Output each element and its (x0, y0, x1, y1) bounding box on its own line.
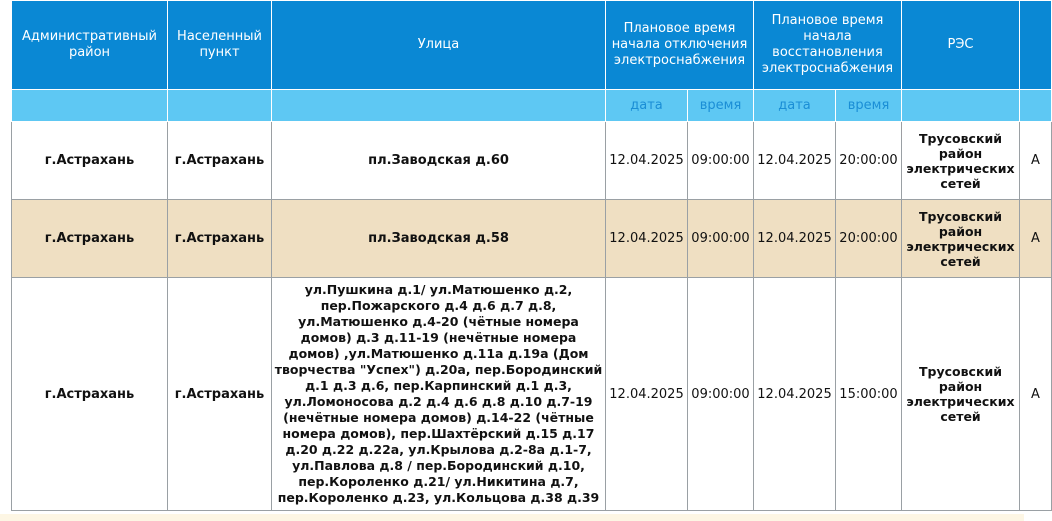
subheader-empty (902, 90, 1020, 122)
cell-street: ул.Пушкина д.1/ ул.Матюшенко д.2, пер.Пожарского д.4 д.6 д.7 д.8, ул.Матюшенко д.4-20 (чётные номера домов) д.3 д.11-19 (нечётные номера домов) ,ул.Матюшенко д.11а д.19а (Дом творчества "Успех") д.20а, пер.Бородинский д.1 д.3 д.6, пер.Карпинский д.1 д.3, ул.Ломоносова д.2 д.4 д.6 д.8 д.10 д.7-19 (нечётные номера домов) д.14-22 (чётные номера домов), пер.Шахтёрский д.15 д.17 д.20 д.22 д.22а, ул.Крылова д.2-8а д.1-7, ул.Павлова д.8 / пер.Бородинский д.10, пер.Короленко д.21/ ул.Никитина д.7, пер.Короленко д.23, ул.Кольцова д.38 д.39 (272, 278, 606, 511)
subheader-off-date: дата (606, 90, 688, 122)
cell-extra: А (1020, 122, 1052, 200)
header-on-time: Плановое время начала восстановления электроснабжения (754, 1, 902, 90)
subheader-off-time: время (688, 90, 754, 122)
header-street: Улица (272, 1, 606, 90)
cell-on-time: 20:00:00 (836, 122, 902, 200)
cell-on-date: 12.04.2025 (754, 278, 836, 511)
cell-off-date: 12.04.2025 (606, 278, 688, 511)
outage-schedule-table (11, 0, 1052, 511)
cell-district: г.Астрахань (12, 200, 168, 278)
cell-res: Трусовский район электрических сетей (902, 200, 1020, 278)
subheader-empty (1020, 90, 1052, 122)
subheader-on-time: время (836, 90, 902, 122)
cell-res: Трусовский район электрических сетей (902, 122, 1020, 200)
table-row (12, 122, 1052, 200)
cell-off-time: 09:00:00 (688, 278, 754, 511)
cell-district: г.Астрахань (12, 278, 168, 511)
header-off-time: Плановое время начала отключения электроснабжения (606, 1, 754, 90)
cell-on-time: 15:00:00 (836, 278, 902, 511)
cell-settlement: г.Астрахань (168, 200, 272, 278)
subheader-empty (168, 90, 272, 122)
header-settlement: Населенный пункт (168, 1, 272, 90)
cell-res: Трусовский район электрических сетей (902, 278, 1020, 511)
subheader-empty (12, 90, 168, 122)
subheader-row (12, 90, 1052, 122)
cell-on-date: 12.04.2025 (754, 122, 836, 200)
cell-settlement: г.Астрахань (168, 278, 272, 511)
header-row (12, 1, 1052, 90)
next-row-edge (0, 514, 1024, 521)
cell-off-time: 09:00:00 (688, 200, 754, 278)
cell-street: пл.Заводская д.58 (272, 200, 606, 278)
header-res: РЭС (902, 1, 1020, 90)
cell-off-time: 09:00:00 (688, 122, 754, 200)
table-row (12, 200, 1052, 278)
cell-district: г.Астрахань (12, 122, 168, 200)
header-district: Административный район (12, 1, 168, 90)
cell-off-date: 12.04.2025 (606, 200, 688, 278)
cell-street: пл.Заводская д.60 (272, 122, 606, 200)
cell-off-date: 12.04.2025 (606, 122, 688, 200)
subheader-on-date: дата (754, 90, 836, 122)
cell-on-date: 12.04.2025 (754, 200, 836, 278)
subheader-empty (272, 90, 606, 122)
cell-extra: А (1020, 200, 1052, 278)
cell-extra: А (1020, 278, 1052, 511)
cell-on-time: 20:00:00 (836, 200, 902, 278)
header-extra (1020, 1, 1052, 90)
cell-settlement: г.Астрахань (168, 122, 272, 200)
table-row (12, 278, 1052, 511)
